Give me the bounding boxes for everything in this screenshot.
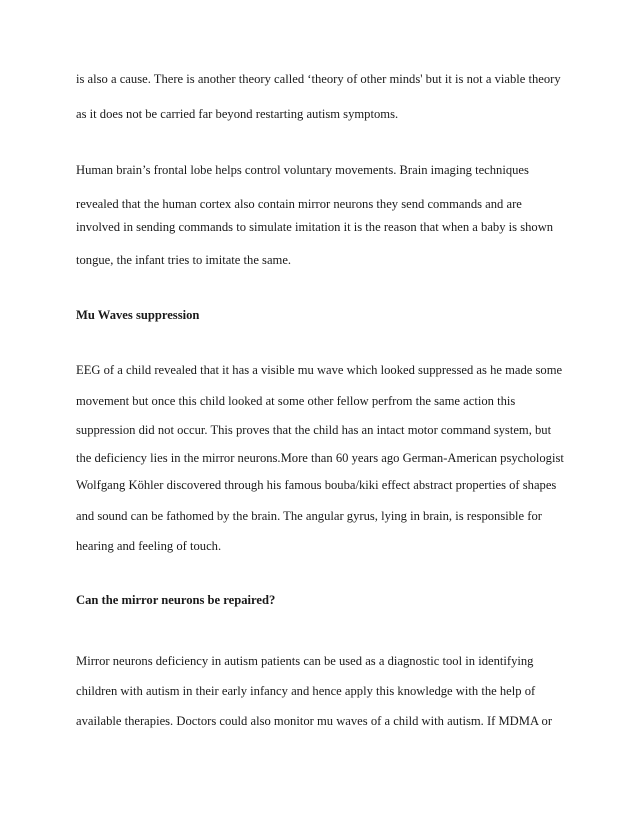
text-line: movement but once this child looked at some other fellow perfrom the same action this xyxy=(76,394,516,408)
text-line: Human brain’s frontal lobe helps control voluntary movements. Brain imaging techniques xyxy=(76,163,529,177)
text-line: Mirror neurons deficiency in autism patients can be used as a diagnostic tool in identifying xyxy=(76,654,534,668)
section-heading: Can the mirror neurons be repaired? xyxy=(76,593,276,607)
text-line: revealed that the human cortex also contain mirror neurons they send commands and are xyxy=(76,197,522,211)
text-line: tongue, the infant tries to imitate the same. xyxy=(76,253,292,267)
text-line: involved in sending commands to simulate imitation it is the reason that when a baby is shown xyxy=(76,220,554,234)
text-line: available therapies. Doctors could also monitor mu waves of a child with autism. If MDMA or xyxy=(76,714,553,728)
text-line: children with autism in their early infancy and hence apply this knowledge with the help of xyxy=(76,684,536,698)
text-line: EEG of a child revealed that it has a visible mu wave which looked suppressed as he made some xyxy=(76,363,563,377)
text-line: hearing and feeling of touch. xyxy=(76,539,222,553)
text-line: Wolfgang Köhler discovered through his famous bouba/kiki effect abstract properties of shapes xyxy=(76,478,557,492)
text-line: suppression did not occur. This proves that the child has an intact motor command system, but xyxy=(76,423,552,437)
text-line: the deficiency lies in the mirror neurons.More than 60 years ago German-American psychologist xyxy=(76,451,564,465)
text-line: is also a cause. There is another theory called ‘theory of other minds' but it is not a viable theory xyxy=(76,72,561,86)
text-line: and sound can be fathomed by the brain. The angular gyrus, lying in brain, is responsible for xyxy=(76,509,542,523)
text-line: as it does not be carried far beyond restarting autism symptoms. xyxy=(76,107,399,121)
section-heading: Mu Waves suppression xyxy=(76,308,200,322)
